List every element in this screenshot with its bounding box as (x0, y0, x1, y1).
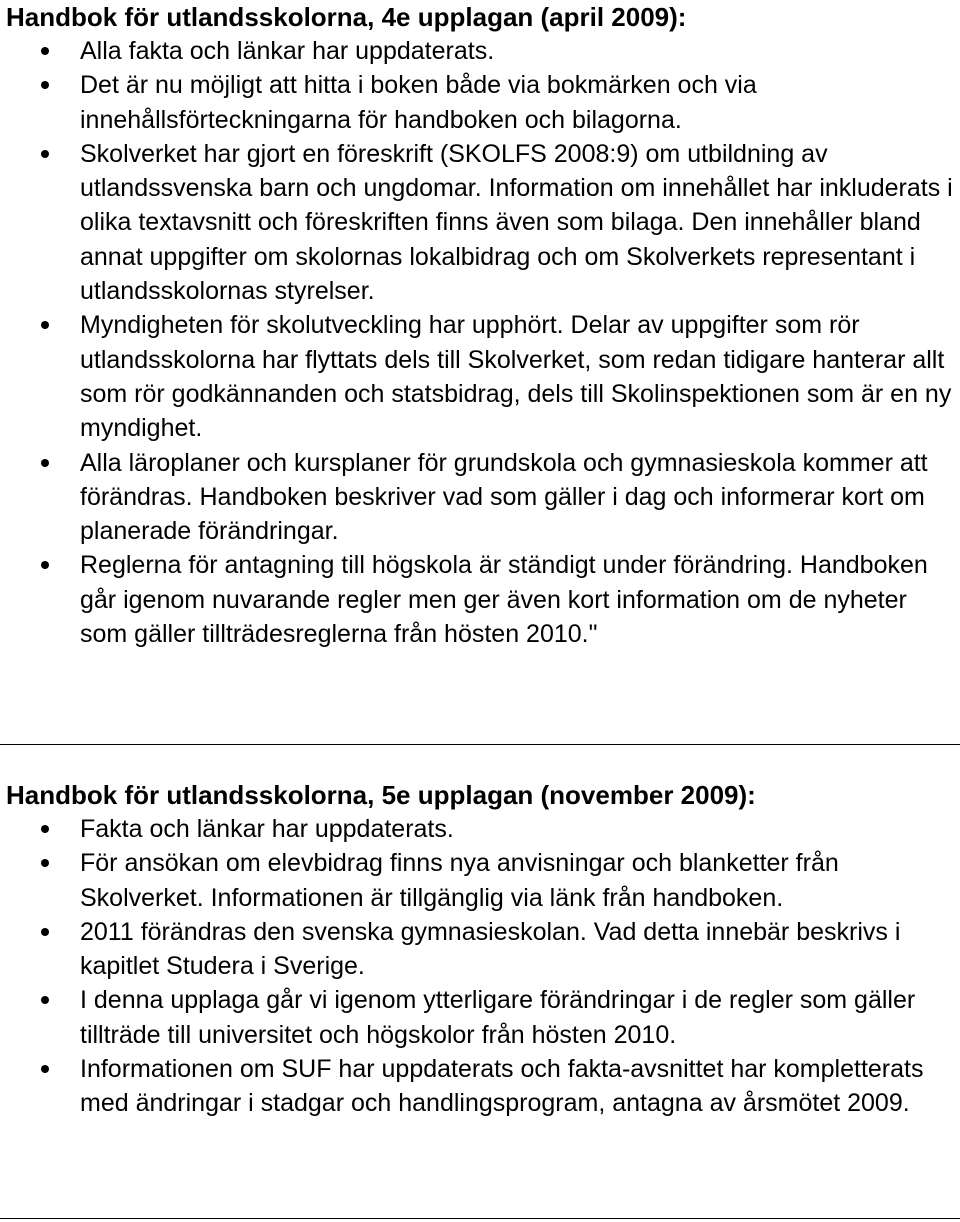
list-item (0, 812, 960, 846)
bullet-icon (41, 825, 49, 833)
list-item (0, 846, 960, 915)
bullet-icon (41, 996, 49, 1004)
horizontal-divider (0, 1218, 960, 1219)
list-item (0, 446, 960, 549)
bullet-icon (41, 47, 49, 55)
bullet-icon (41, 150, 49, 158)
bullet-icon (41, 1065, 49, 1073)
bullet-icon (41, 81, 49, 89)
list-item-text: För ansökan om elevbidrag finns nya anvisningar och blanketter från Skolverket. Informationen är tillgänglig via länk från handboken. (80, 849, 839, 912)
list-item-text: Det är nu möjligt att hitta i boken både via bokmärken och via innehållsförteckningarna för handboken och bilagorna. (80, 71, 757, 134)
list-item-text: Alla läroplaner och kursplaner för grundskola och gymnasieskola kommer att förändras. Handboken beskriver vad som gäller i dag och informerar kort om planerade förändringar. (80, 448, 928, 546)
list-item-text: I denna upplaga går vi igenom ytterligare förändringar i de regler som gäller tillträde till universitet och högskolor från hösten 2010. (80, 986, 916, 1049)
list-item-text: Informationen om SUF har uppdaterats och fakta-avsnittet har kompletterats med ändringar i stadgar och handlingsprogram, antagna av årsmötet 2009. (80, 1055, 924, 1118)
list-item-text: Fakta och länkar har uppdaterats. (80, 815, 454, 843)
list-item (0, 983, 960, 1052)
list-item (0, 34, 960, 68)
list-item (0, 1052, 960, 1121)
list-item-text: Alla fakta och länkar har uppdaterats. (80, 37, 495, 65)
bullet-icon (41, 561, 49, 569)
section-5e-upplagan (0, 778, 960, 1121)
list-item-text: Reglerna för antagning till högskola är ständigt under förändring. Handboken går igenom nuvarande regler men ger även kort information om de nyheter som gäller tillträdesreglerna från hösten 2010." (80, 551, 928, 649)
bullet-icon (41, 321, 49, 329)
list-item (0, 548, 960, 651)
bullet-icon (41, 859, 49, 867)
horizontal-divider (0, 744, 960, 745)
list-item-text: Skolverket har gjort en föreskrift (SKOLFS 2008:9) om utbildning av utlandssvenska barn och ungdomar. Information om innehållet har inkluderats i olika textavsnitt och föreskriften finns även som bilaga. Den innehåller bland annat uppgifter om skolornas lokalbidrag och om Skolverkets representant i utlandsskolornas styrelser. (80, 139, 953, 306)
list-item-text: 2011 förändras den svenska gymnasieskolan. Vad detta innebär beskrivs i kapitlet Studera i Sverige. (80, 917, 901, 981)
bullet-list (0, 812, 960, 1121)
section-heading: Handbok för utlandsskolorna, 5e upplagan (november 2009): (6, 780, 756, 810)
list-item-text: Myndigheten för skolutveckling har upphört. Delar av uppgifter som rör utlandsskolorna har flyttats dels till Skolverket, som redan tidigare hanterar allt som rör godkännanden och statsbidrag, dels till Skolinspektionen som är en ny myndighet. (80, 311, 952, 443)
bullet-list (0, 34, 960, 651)
bullet-icon (41, 459, 49, 467)
list-item (0, 137, 960, 308)
bullet-icon (41, 928, 49, 936)
list-item (0, 68, 960, 137)
list-item (0, 915, 960, 984)
section-heading: Handbok för utlandsskolorna, 4e upplagan (april 2009): (6, 2, 687, 32)
list-item (0, 308, 960, 445)
